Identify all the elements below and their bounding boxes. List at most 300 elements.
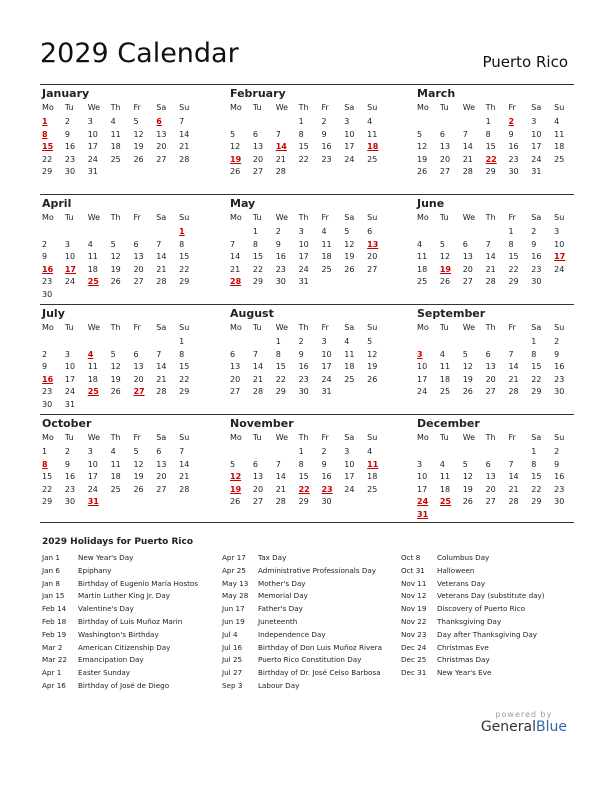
- week-row: [40, 471, 200, 484]
- empty-day: [552, 166, 575, 179]
- day: 17: [531, 142, 542, 152]
- holiday-item: [401, 667, 545, 680]
- day: 20: [230, 374, 241, 384]
- day: 28: [508, 387, 519, 397]
- week-row: [415, 509, 575, 522]
- holiday-item: [401, 629, 545, 642]
- week-row: [228, 349, 388, 362]
- day: 27: [230, 387, 241, 397]
- weekday-label: Su: [554, 103, 565, 112]
- day: 23: [64, 154, 76, 164]
- weekday-label: Th: [298, 213, 309, 222]
- weekday-label: Fr: [508, 103, 516, 112]
- week-row: [40, 129, 200, 142]
- weekday-label: We: [275, 103, 289, 112]
- day: 14: [508, 362, 519, 372]
- day: 4: [321, 227, 327, 236]
- week-row: [415, 276, 575, 289]
- holiday-name: Birthday of Luis Muñoz Marin: [78, 616, 183, 626]
- page-title: 2029 Calendar: [40, 38, 239, 69]
- holiday-date: Nov 23: [401, 629, 427, 639]
- day: 21: [156, 374, 167, 384]
- day: 7: [275, 459, 281, 469]
- empty-day: [365, 496, 388, 509]
- month-november: [228, 416, 388, 509]
- day: 15: [508, 252, 519, 262]
- empty-day: [438, 509, 461, 522]
- day: 12: [230, 142, 241, 152]
- weekday-label: Su: [554, 213, 565, 222]
- day: 16: [64, 142, 76, 152]
- day: 16: [508, 142, 519, 152]
- weekday-label: Fr: [321, 323, 329, 332]
- week-row: [415, 459, 575, 472]
- divider: [40, 304, 574, 305]
- day: 26: [230, 167, 241, 177]
- holiday-name: Halloween: [437, 565, 475, 575]
- day: 4: [367, 117, 373, 126]
- day: 13: [133, 252, 144, 262]
- day: 21: [252, 374, 264, 384]
- empty-day: [109, 399, 132, 412]
- month-title: June: [417, 197, 445, 210]
- empty-day: [154, 166, 177, 179]
- day: 7: [508, 349, 514, 359]
- day: 26: [462, 387, 473, 397]
- day: 25: [344, 374, 355, 384]
- holiday-day: 8: [42, 129, 48, 139]
- day: 16: [554, 362, 565, 372]
- holiday-date: Jan 8: [42, 578, 60, 588]
- holiday-day: 19: [230, 484, 242, 494]
- weekday-label: Tu: [64, 103, 74, 112]
- holiday-date: Apr 1: [42, 668, 62, 678]
- holiday-day: 1: [179, 227, 185, 236]
- day: 4: [110, 447, 116, 456]
- day: 21: [179, 472, 190, 482]
- weekday-header: [415, 212, 575, 226]
- day: 14: [485, 252, 496, 262]
- day: 13: [252, 142, 264, 152]
- month-title: April: [42, 197, 72, 210]
- empty-day: [177, 289, 200, 302]
- week-row: [228, 264, 388, 277]
- day: 8: [298, 129, 304, 139]
- holiday-day: 28: [230, 277, 242, 287]
- day: 15: [531, 472, 542, 482]
- day: 2: [298, 337, 304, 346]
- holiday-item: [42, 565, 198, 578]
- week-row: [228, 386, 388, 399]
- day: 28: [462, 167, 473, 177]
- day: 26: [462, 497, 473, 507]
- day: 12: [417, 142, 428, 152]
- weekday-label: Mo: [230, 323, 242, 332]
- holiday-date: Jun 17: [222, 604, 245, 614]
- day: 9: [508, 129, 514, 139]
- day: 14: [508, 472, 519, 482]
- day: 13: [462, 252, 473, 262]
- day: 17: [64, 374, 76, 384]
- holiday-item: [42, 603, 198, 616]
- day: 3: [87, 447, 93, 456]
- empty-day: [154, 496, 177, 509]
- day: 4: [439, 459, 445, 469]
- day: 6: [485, 349, 491, 359]
- day: 10: [417, 472, 428, 482]
- day: 27: [252, 167, 264, 177]
- weekday-label: Sa: [531, 103, 542, 112]
- day: 14: [156, 362, 167, 372]
- day: 10: [344, 459, 355, 469]
- weekday-label: Sa: [344, 323, 355, 332]
- holiday-date: Jul 25: [222, 655, 243, 665]
- empty-day: [319, 276, 342, 289]
- holiday-date: Feb 18: [42, 616, 67, 626]
- day: 18: [110, 472, 121, 482]
- day: 4: [87, 239, 93, 249]
- day: 2: [42, 239, 48, 249]
- day: 6: [230, 349, 236, 359]
- empty-day: [228, 116, 251, 129]
- holiday-date: Mar 2: [42, 642, 63, 652]
- weekday-label: Mo: [417, 213, 429, 222]
- day: 29: [252, 277, 264, 287]
- week-row: [415, 361, 575, 374]
- day: 30: [42, 289, 53, 299]
- week-row: [228, 446, 388, 459]
- holiday-day: 12: [230, 472, 242, 482]
- day: 21: [508, 374, 519, 384]
- empty-day: [63, 226, 86, 239]
- day: 16: [554, 472, 565, 482]
- day: 5: [133, 447, 139, 456]
- day: 18: [321, 252, 332, 262]
- week-row: [228, 154, 388, 167]
- holiday-date: Apr 25: [222, 565, 246, 575]
- day: 12: [462, 472, 473, 482]
- weekday-header: [228, 432, 388, 446]
- day: 10: [87, 459, 98, 469]
- weekday-label: Su: [179, 103, 190, 112]
- weekday-label: Su: [554, 323, 565, 332]
- day: 1: [508, 227, 514, 236]
- holiday-item: [401, 552, 545, 565]
- day: 3: [344, 117, 350, 126]
- empty-day: [40, 336, 63, 349]
- day: 20: [485, 374, 496, 384]
- month-title: September: [417, 307, 486, 320]
- weekday-label: Sa: [531, 213, 542, 222]
- day: 30: [42, 399, 53, 409]
- weekday-label: Su: [367, 323, 378, 332]
- day: 30: [298, 387, 309, 397]
- holiday-day: 24: [417, 497, 429, 507]
- day: 20: [252, 154, 264, 164]
- day: 19: [110, 374, 121, 384]
- empty-day: [109, 289, 132, 302]
- day: 30: [554, 497, 565, 507]
- empty-day: [131, 496, 154, 509]
- holiday-date: Dec 24: [401, 642, 427, 652]
- day: 30: [64, 167, 76, 177]
- holiday-date: Jul 27: [222, 668, 243, 678]
- day: 22: [531, 484, 542, 494]
- day: 28: [275, 497, 286, 507]
- day: 10: [64, 252, 76, 262]
- day: 27: [156, 154, 167, 164]
- holiday-date: Sep 3: [222, 680, 243, 690]
- empty-day: [506, 446, 529, 459]
- empty-day: [342, 166, 365, 179]
- weekday-label: We: [275, 323, 289, 332]
- weekday-label: We: [87, 323, 101, 332]
- holiday-date: May 28: [222, 591, 249, 601]
- holiday-date: Dec 31: [401, 668, 427, 678]
- day: 23: [42, 277, 53, 287]
- empty-day: [154, 289, 177, 302]
- day: 20: [133, 264, 144, 274]
- day: 17: [321, 362, 332, 372]
- day: 15: [298, 472, 309, 482]
- week-row: [415, 226, 575, 239]
- weekday-label: Fr: [133, 103, 141, 112]
- empty-day: [63, 289, 86, 302]
- day: 13: [133, 362, 144, 372]
- weekday-label: Fr: [133, 323, 141, 332]
- day: 29: [298, 497, 309, 507]
- day: 1: [42, 447, 48, 456]
- week-row: [228, 336, 388, 349]
- holiday-date: Apr 17: [222, 553, 246, 562]
- day: 11: [554, 129, 565, 139]
- day: 23: [531, 264, 542, 274]
- day: 29: [531, 497, 542, 507]
- day: 26: [344, 264, 355, 274]
- holiday-day: 14: [275, 142, 287, 152]
- day: 22: [179, 374, 190, 384]
- day: 26: [110, 387, 121, 397]
- holiday-name: Thanksgiving Day: [437, 616, 502, 626]
- week-row: [415, 349, 575, 362]
- holiday-name: Christmas Eve: [437, 642, 489, 652]
- day: 11: [367, 129, 378, 139]
- day: 11: [87, 362, 98, 372]
- month-september: [415, 306, 575, 399]
- day: 25: [321, 264, 332, 274]
- weekday-label: We: [275, 433, 289, 442]
- day: 27: [485, 387, 496, 397]
- weekday-label: Sa: [156, 103, 167, 112]
- holiday-item: [222, 565, 382, 578]
- day: 1: [298, 447, 304, 456]
- weekday-label: We: [462, 213, 476, 222]
- day: 21: [275, 484, 286, 494]
- weekday-label: Sa: [156, 433, 167, 442]
- day: 2: [321, 117, 327, 126]
- weekday-label: Th: [110, 433, 121, 442]
- day: 9: [64, 459, 70, 469]
- holiday-day: 17: [554, 252, 566, 262]
- day: 17: [87, 472, 98, 482]
- empty-day: [109, 226, 132, 239]
- day: 14: [275, 472, 286, 482]
- day: 1: [485, 117, 491, 126]
- day: 6: [367, 227, 373, 236]
- day: 4: [367, 447, 373, 456]
- empty-day: [274, 446, 297, 459]
- day: 6: [439, 129, 445, 139]
- holiday-date: Jan 15: [42, 591, 65, 601]
- holiday-name: Puerto Rico Constitution Day: [258, 655, 362, 665]
- empty-day: [228, 446, 251, 459]
- day: 24: [554, 264, 565, 274]
- weekday-label: We: [87, 213, 101, 222]
- holiday-item: [401, 616, 545, 629]
- weekday-label: Th: [110, 103, 121, 112]
- holiday-column: [401, 552, 545, 680]
- country-label: Puerto Rico: [482, 53, 568, 71]
- day: 11: [87, 252, 98, 262]
- empty-day: [131, 336, 154, 349]
- divider: [40, 522, 574, 523]
- holiday-day: 8: [42, 459, 48, 469]
- weekday-label: Sa: [344, 213, 355, 222]
- day: 7: [275, 129, 281, 139]
- week-row: [40, 386, 200, 399]
- holiday-day: 25: [87, 277, 99, 287]
- day: 26: [110, 277, 121, 287]
- week-row: [40, 374, 200, 387]
- day: 16: [298, 362, 309, 372]
- weekday-label: Mo: [42, 323, 54, 332]
- day: 30: [531, 277, 542, 287]
- weekday-label: Th: [298, 323, 309, 332]
- weekday-header: [415, 322, 575, 336]
- holiday-day: 3: [417, 349, 423, 359]
- day: 19: [462, 484, 473, 494]
- day: 9: [42, 252, 48, 262]
- holiday-item: [222, 603, 382, 616]
- week-row: [40, 166, 200, 179]
- day: 1: [179, 337, 185, 346]
- day: 9: [298, 349, 304, 359]
- empty-day: [461, 116, 484, 129]
- day: 7: [156, 239, 162, 249]
- day: 2: [554, 447, 560, 456]
- holiday-item: [222, 590, 382, 603]
- holiday-name: Labour Day: [258, 680, 300, 690]
- empty-day: [154, 336, 177, 349]
- day: 13: [156, 129, 167, 139]
- day: 27: [252, 497, 264, 507]
- holiday-day: 27: [133, 387, 145, 397]
- holiday-name: Birthday of Dr. José Celso Barbosa: [258, 668, 381, 678]
- day: 5: [110, 349, 116, 359]
- holiday-date: Feb 19: [42, 629, 67, 639]
- week-row: [415, 386, 575, 399]
- empty-day: [154, 399, 177, 412]
- day: 24: [321, 374, 332, 384]
- empty-day: [438, 446, 461, 459]
- holiday-date: Nov 12: [401, 591, 427, 601]
- weekday-label: Th: [110, 323, 121, 332]
- day: 10: [64, 362, 76, 372]
- empty-day: [365, 166, 388, 179]
- weekday-label: Fr: [508, 323, 516, 332]
- day: 22: [179, 264, 190, 274]
- day: 15: [275, 362, 286, 372]
- week-row: [40, 399, 200, 412]
- holiday-day: 22: [485, 154, 497, 164]
- week-row: [228, 166, 388, 179]
- day: 13: [485, 362, 496, 372]
- day: 6: [133, 349, 139, 359]
- holiday-day: 19: [230, 154, 242, 164]
- weekday-header: [415, 432, 575, 446]
- month-march: [415, 86, 575, 179]
- holiday-name: Day after Thanksgiving Day: [437, 629, 537, 639]
- day: 25: [367, 484, 378, 494]
- holiday-name: Emancipation Day: [78, 655, 144, 665]
- day: 9: [531, 239, 537, 249]
- week-row: [40, 226, 200, 239]
- weekday-header: [228, 102, 388, 116]
- day: 13: [485, 472, 496, 482]
- empty-day: [342, 386, 365, 399]
- holiday-name: Martin Luther King Jr. Day: [78, 591, 170, 601]
- weekday-label: We: [87, 433, 101, 442]
- day: 29: [485, 167, 496, 177]
- day: 21: [275, 154, 286, 164]
- empty-day: [86, 289, 109, 302]
- holiday-day: 4: [87, 349, 94, 359]
- day: 9: [321, 129, 327, 139]
- day: 31: [64, 399, 76, 409]
- holiday-name: Birthday of Eugenio María Hostos: [78, 578, 199, 588]
- empty-day: [461, 226, 484, 239]
- weekday-label: Tu: [252, 433, 262, 442]
- day: 24: [344, 484, 355, 494]
- empty-day: [415, 116, 438, 129]
- weekday-label: We: [275, 213, 289, 222]
- holiday-day: 1: [42, 117, 48, 126]
- month-february: [228, 86, 388, 179]
- holiday-item: [222, 552, 382, 565]
- day: 22: [42, 154, 53, 164]
- day: 31: [321, 387, 332, 397]
- day: 3: [87, 117, 93, 126]
- day: 6: [156, 447, 162, 456]
- holiday-item: [42, 654, 198, 667]
- day: 23: [64, 484, 76, 494]
- day: 12: [110, 362, 121, 372]
- empty-day: [415, 446, 438, 459]
- day: 23: [508, 154, 519, 164]
- weekday-label: Th: [110, 213, 121, 222]
- holiday-day: 23: [321, 484, 333, 494]
- weekday-label: We: [462, 103, 476, 112]
- brand-general: General: [480, 719, 537, 735]
- weekday-label: Tu: [439, 323, 449, 332]
- divider: [40, 194, 574, 195]
- day: 24: [87, 154, 98, 164]
- day: 8: [531, 459, 537, 469]
- weekday-label: Mo: [42, 103, 54, 112]
- week-row: [40, 349, 200, 362]
- day: 31: [87, 167, 98, 177]
- day: 25: [417, 277, 428, 287]
